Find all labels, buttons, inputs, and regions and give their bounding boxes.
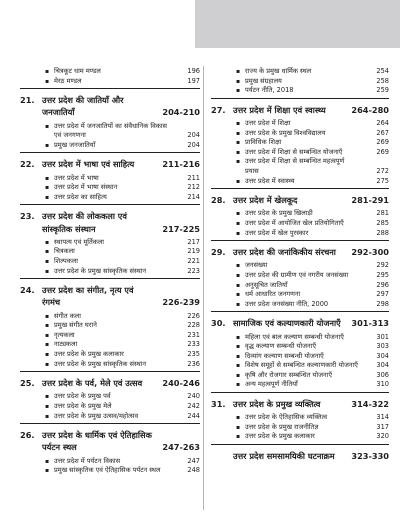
entry-title: उत्तर प्रदेश के प्रमुख मेले	[54, 401, 112, 410]
bullet-icon: ▪	[236, 262, 241, 270]
toc-entry[interactable]	[211, 371, 389, 381]
entry-title: उत्तर प्रदेश में शिक्षा	[245, 118, 291, 127]
entry-title: नाट्यकला	[54, 340, 78, 349]
chapter-number: 27.	[211, 104, 226, 115]
bullet-icon: ▪	[236, 219, 241, 227]
bullet-icon: ▪	[45, 174, 50, 182]
bullet-icon: ▪	[45, 457, 50, 465]
entry-title: उत्तर प्रदेश के प्रमुख राजनीतिज्ञ	[245, 422, 319, 431]
chapter-title: उत्तर प्रदेश में खेलकूद	[233, 195, 298, 206]
entry-page-number: 214	[187, 192, 200, 201]
entry-page-number: 317	[376, 422, 389, 431]
toc-entry[interactable]	[20, 77, 200, 87]
entry-page-number: 275	[376, 176, 389, 185]
entry-title: प्रमुख संग्रहालय	[245, 76, 282, 85]
bullet-icon: ▪	[45, 412, 50, 420]
entry-title: उत्तर प्रदेश के प्रमुख सांस्कृतिक संस्थान	[54, 359, 147, 368]
bullet-icon: ▪	[236, 362, 241, 370]
entry-title: उत्तर प्रदेश के प्रमुख उत्सव/महोत्सव	[54, 411, 139, 420]
entry-page-number: 264	[376, 118, 389, 127]
entry-page-number: 204	[187, 140, 200, 149]
entry-page-number: 236	[187, 359, 200, 368]
chapter-number: 29.	[211, 247, 226, 258]
entry-page-number: 297	[376, 290, 389, 299]
bullet-icon: ▪	[45, 257, 50, 265]
bullet-icon: ▪	[45, 393, 50, 401]
bullet-icon: ▪	[45, 193, 50, 201]
toc-chapter[interactable]	[211, 392, 389, 413]
entry-title: उत्तर प्रदेश के प्रमुख कलाकार	[54, 349, 124, 358]
entry-title: उत्तर प्रदेश में स्वास्थ्य	[245, 176, 295, 185]
bullet-icon: ▪	[236, 414, 241, 422]
bullet-icon: ▪	[236, 210, 241, 218]
chapter-number: 26.	[20, 430, 35, 441]
toc-chapter[interactable]	[211, 311, 389, 332]
toc-entry[interactable]	[211, 229, 389, 239]
toc-entry[interactable]	[211, 77, 389, 87]
toc-entry[interactable]	[20, 312, 200, 322]
bullet-icon: ▪	[45, 77, 50, 85]
entry-title: पर्यटन नीति, 2018	[245, 86, 294, 95]
toc-chapter[interactable]	[20, 152, 200, 173]
toc-entry[interactable]	[20, 67, 200, 77]
entry-title: उत्तर प्रदेश में जनजातियों का संवैधानिक विकास एवं जनगणना	[54, 121, 167, 140]
entry-title: नृत्यकला	[54, 330, 75, 339]
bullet-icon: ▪	[45, 322, 50, 330]
entry-title: वृद्ध कल्याण सम्बन्धी योजनाएँ	[245, 342, 316, 351]
entry-title: प्रमुख जनजातियाँ	[54, 140, 96, 149]
entry-title: शिल्पकला	[54, 256, 79, 265]
toc-entry[interactable]	[20, 267, 200, 277]
entry-page-number: 259	[376, 86, 389, 95]
chapter-page-range: 301-313	[351, 318, 389, 329]
entry-page-number: 281	[376, 209, 389, 218]
bullet-icon: ▪	[45, 341, 50, 349]
bullet-icon: ▪	[236, 381, 241, 389]
bullet-icon: ▪	[45, 267, 50, 275]
toc-entry[interactable]	[211, 177, 389, 187]
chapter-page-range: 292-300	[351, 247, 389, 258]
entry-title: उत्तर प्रदेश का साहित्य	[54, 192, 107, 201]
bullet-icon: ▪	[236, 433, 241, 441]
bullet-icon: ▪	[236, 87, 241, 95]
bullet-icon: ▪	[236, 119, 241, 127]
toc-entry[interactable]	[211, 342, 389, 352]
entry-title: महिला एवं बाल कल्याण सम्बन्धी योजनाएँ	[245, 332, 344, 341]
bullet-icon: ▪	[236, 343, 241, 351]
toc-entry[interactable]	[20, 174, 200, 184]
bullet-icon: ▪	[45, 238, 50, 246]
bullet-icon: ▪	[236, 371, 241, 379]
entry-page-number: 258	[376, 76, 389, 85]
bullet-icon: ▪	[236, 271, 241, 279]
entry-title: स्थापत्य एवं मूर्तिकला	[54, 237, 104, 246]
chapter-page-range: 314-322	[351, 399, 389, 410]
entry-title: अन्य महत्वपूर्ण नीतियाँ	[245, 380, 298, 389]
column-divider	[203, 66, 204, 510]
toc-chapter[interactable]	[20, 88, 200, 121]
chapter-title: उत्तर प्रदेश के प्रमुख व्यक्तित्व	[233, 399, 321, 410]
entry-title: जनसंख्या	[245, 261, 268, 270]
toc-chapter[interactable]	[20, 423, 200, 456]
entry-page-number: 235	[187, 349, 200, 358]
entry-page-number: 292	[376, 261, 389, 270]
entry-page-number: 226	[187, 311, 200, 320]
entry-title: उत्तर प्रदेश के प्रमुख खिलाड़ी	[245, 209, 313, 218]
entry-page-number: 269	[376, 138, 389, 147]
entry-page-number: 248	[187, 466, 200, 475]
toc-entry[interactable]	[211, 138, 389, 148]
chapter-title: उत्तर प्रदेश के धार्मिक एवं ऐतिहासिक पर्यटन स्थल	[42, 430, 152, 453]
bullet-icon: ▪	[45, 248, 50, 256]
entry-title: उत्तर प्रदेश में पर्यटन विकास	[54, 456, 121, 465]
entry-page-number: 304	[376, 361, 389, 370]
entry-title: उत्तर प्रदेश के प्रमुख सांस्कृतिक संस्थान	[54, 266, 147, 275]
toc-entry[interactable]	[20, 457, 200, 467]
toc-entry[interactable]	[211, 423, 389, 433]
chapter-title: उत्तर प्रदेश का संगीत, नृत्य एवं रंगमंच	[42, 285, 134, 308]
entry-title: चित्रकूट धाम मण्डल	[54, 67, 101, 75]
chapter-title: सामाजिक एवं कल्याणकारी योजनाएँ	[233, 318, 341, 329]
toc-entry[interactable]	[211, 352, 389, 362]
chapter-page-range: 204-210	[162, 107, 200, 118]
entry-page-number: 196	[187, 67, 200, 75]
toc-chapter[interactable]	[20, 371, 200, 392]
bullet-icon: ▪	[236, 158, 241, 166]
chapter-number: 31.	[211, 399, 226, 410]
entry-page-number: 240	[187, 392, 200, 401]
entry-title: उत्तर प्रदेश के प्रमुख पर्व	[54, 392, 111, 401]
bullet-icon: ▪	[236, 177, 241, 185]
toc-chapter[interactable]	[20, 204, 200, 237]
toc-entry[interactable]	[211, 281, 389, 291]
header-tab	[195, 0, 400, 48]
entry-page-number: 211	[187, 173, 200, 182]
top-bar	[0, 0, 400, 50]
toc-right-column	[211, 67, 389, 465]
toc-entry[interactable]	[20, 466, 200, 476]
entry-page-number: 301	[376, 332, 389, 341]
entry-page-number: 219	[187, 247, 200, 256]
bullet-icon: ▪	[236, 77, 241, 85]
entry-title: उत्तर प्रदेश में शिक्षा से सम्बन्धित योजनाएँ	[245, 147, 343, 156]
entry-title: उत्तर प्रदेश में भाषा संस्थान	[54, 183, 118, 192]
bullet-icon: ▪	[236, 129, 241, 137]
toc-entry[interactable]	[20, 340, 200, 350]
toc-entry[interactable]	[20, 350, 200, 360]
entry-title: कृषि और रोजगार सम्बन्धित योजनाएँ	[245, 370, 332, 379]
entry-page-number: 288	[376, 228, 389, 237]
bullet-icon: ▪	[45, 122, 50, 130]
bullet-icon: ▪	[45, 360, 50, 368]
entry-page-number: 231	[187, 330, 200, 339]
entry-page-number: 242	[187, 401, 200, 410]
toc-entry[interactable]	[211, 300, 389, 310]
toc-entry[interactable]	[211, 219, 389, 229]
toc-entry[interactable]	[20, 247, 200, 257]
entry-page-number: 285	[376, 218, 389, 227]
chapter-title: उत्तर प्रदेश की जातियाँ और जनजातियाँ	[42, 95, 124, 118]
bullet-icon: ▪	[45, 331, 50, 339]
entry-title: दिव्यांग कल्याण सम्बन्धी योजनाएँ	[245, 351, 324, 360]
entry-title: प्रमुख संगीत घराने	[54, 321, 97, 330]
chapter-number: 28.	[211, 195, 226, 206]
toc-entry[interactable]	[211, 157, 389, 176]
bullet-icon: ▪	[236, 281, 241, 289]
toc-chapter[interactable]	[211, 444, 389, 465]
toc-entry[interactable]	[211, 333, 389, 343]
entry-title: प्राविधिक शिक्षा	[245, 138, 282, 147]
toc-entry[interactable]	[20, 321, 200, 331]
entry-page-number: 314	[376, 413, 389, 422]
chapter-number: 25.	[20, 378, 35, 389]
toc-left-column	[20, 67, 200, 476]
entry-page-number: 298	[376, 299, 389, 308]
toc-entry[interactable]	[20, 392, 200, 402]
chapter-title: उत्तर प्रदेश की जनांकिकीय संरचना	[233, 247, 336, 258]
entry-title: राज्य के प्रमुख धार्मिक स्थल	[245, 67, 312, 75]
bullet-icon: ▪	[236, 229, 241, 237]
toc-entry[interactable]	[211, 67, 389, 77]
toc-entry[interactable]	[211, 432, 389, 442]
entry-page-number: 296	[376, 280, 389, 289]
toc-entry[interactable]	[20, 360, 200, 370]
entry-title: उत्तर प्रदेश में भाषा	[54, 173, 99, 182]
toc-entry[interactable]	[211, 361, 389, 371]
entry-page-number: 304	[376, 351, 389, 360]
toc-entry[interactable]	[211, 209, 389, 219]
entry-title: उत्तर प्रदेश के प्रमुख विश्वविद्यालय	[245, 128, 326, 137]
toc-entry[interactable]	[20, 331, 200, 341]
toc-entry[interactable]	[20, 193, 200, 203]
chapter-page-range: 247-263	[162, 442, 200, 453]
entry-page-number: 295	[376, 270, 389, 279]
toc-chapter[interactable]	[211, 240, 389, 261]
entry-page-number: 320	[376, 432, 389, 441]
toc-entry[interactable]	[20, 183, 200, 193]
chapter-title: उत्तर प्रदेश के पर्व, मेले एवं उत्सव	[42, 378, 143, 389]
toc-chapter[interactable]	[20, 278, 200, 311]
chapter-number: 21.	[20, 95, 35, 106]
chapter-page-range: 217-225	[162, 223, 200, 234]
entry-title: उत्तर प्रदेश में शिक्षा से सम्बन्धित महत्वपूर्ण प्रयास	[245, 157, 345, 175]
bullet-icon: ▪	[236, 139, 241, 147]
toc-entry[interactable]	[211, 290, 389, 300]
chapter-number: 24.	[20, 285, 35, 296]
toc-entry[interactable]	[211, 119, 389, 129]
bullet-icon: ▪	[236, 300, 241, 308]
bullet-icon: ▪	[45, 184, 50, 192]
chapter-title: उत्तर प्रदेश की लोककला एवं सांस्कृतिक संस्थान	[42, 211, 127, 234]
chapter-number: 22.	[20, 159, 35, 170]
entry-page-number: 244	[187, 411, 200, 420]
entry-title: अनुसूचित जातियाँ	[245, 280, 288, 289]
toc-entry[interactable]	[20, 257, 200, 267]
toc-chapter[interactable]	[211, 98, 389, 119]
toc-entry[interactable]	[20, 402, 200, 412]
toc-entry[interactable]	[211, 86, 389, 96]
entry-title: उत्तर प्रदेश के प्रमुख कलाकार	[245, 432, 315, 441]
entry-title: उत्तर प्रदेश में आयोजित खेल प्रतियोगिताएँ	[245, 218, 344, 227]
toc-entry[interactable]	[20, 122, 200, 141]
toc-entry[interactable]	[20, 141, 200, 151]
chapter-number: 23.	[20, 211, 35, 222]
entry-page-number: 197	[187, 76, 200, 85]
entry-title: प्रमुख सांस्कृतिक एवं ऐतिहासिक पर्यटन स्थल	[54, 466, 161, 475]
bullet-icon: ▪	[236, 68, 241, 75]
chapter-page-range: 240-246	[162, 378, 200, 389]
entry-page-number: 272	[376, 166, 389, 175]
toc-entry[interactable]	[211, 261, 389, 271]
chapter-page-range: 323-330	[351, 451, 389, 462]
bullet-icon: ▪	[236, 291, 241, 299]
chapter-page-range: 211-216	[162, 159, 200, 170]
bullet-icon: ▪	[45, 402, 50, 410]
entry-page-number: 310	[376, 380, 389, 389]
entry-page-number: 221	[187, 256, 200, 265]
toc-chapter[interactable]	[211, 188, 389, 209]
bullet-icon: ▪	[45, 350, 50, 358]
entry-title: चित्रकला	[54, 247, 75, 256]
entry-title: उत्तर प्रदेश की ग्रामीण एवं नगरीय जनसंख्या	[245, 270, 349, 279]
entry-page-number: 269	[376, 147, 389, 156]
toc-entry[interactable]	[211, 271, 389, 281]
bullet-icon: ▪	[236, 333, 241, 341]
toc-entry[interactable]	[20, 412, 200, 422]
chapter-page-range: 281-291	[351, 195, 389, 206]
toc-entry[interactable]	[211, 148, 389, 158]
toc-entry[interactable]	[211, 129, 389, 139]
entry-title: मेरठ मण्डल	[54, 76, 82, 85]
entry-page-number: 223	[187, 266, 200, 275]
chapter-number: 30.	[211, 318, 226, 329]
entry-page-number: 247	[187, 456, 200, 465]
bullet-icon: ▪	[45, 68, 50, 75]
bullet-icon: ▪	[236, 148, 241, 156]
bullet-icon: ▪	[45, 467, 50, 475]
entry-title: धर्म आधारित जनगणना	[245, 290, 301, 299]
entry-page-number: 306	[376, 370, 389, 379]
entry-title: संगीत कला	[54, 311, 81, 320]
entry-page-number: 267	[376, 128, 389, 137]
toc-entry[interactable]	[211, 380, 389, 390]
entry-page-number: 204	[187, 131, 200, 140]
entry-page-number: 228	[187, 321, 200, 330]
bullet-icon: ▪	[45, 312, 50, 320]
chapter-page-range: 226-239	[162, 297, 200, 308]
toc-entry[interactable]	[211, 413, 389, 423]
chapter-title: उत्तर प्रदेश समसामयिकी घटनाक्रम	[233, 451, 335, 462]
bullet-icon: ▪	[236, 423, 241, 431]
entry-page-number: 217	[187, 237, 200, 246]
entry-title: उत्तर प्रदेश जनसंख्या नीति, 2000	[245, 299, 329, 308]
entry-page-number: 233	[187, 340, 200, 349]
chapter-title: उत्तर प्रदेश में भाषा एवं साहित्य	[42, 159, 135, 170]
entry-page-number: 212	[187, 183, 200, 192]
entry-page-number: 303	[376, 342, 389, 351]
toc-entry[interactable]	[20, 238, 200, 248]
entry-title: उत्तर प्रदेश में खेल पुरस्कार	[245, 228, 309, 237]
entry-title: उत्तर प्रदेश के ऐतिहासिक व्यक्तित्व	[245, 413, 328, 422]
chapter-title: उत्तर प्रदेश में शिक्षा एवं स्वास्थ्य	[233, 104, 326, 115]
bullet-icon: ▪	[236, 352, 241, 360]
bullet-icon: ▪	[45, 141, 50, 149]
entry-page-number: 254	[376, 67, 389, 75]
chapter-page-range: 264-280	[351, 104, 389, 115]
entry-title: विशेष समूहों से सम्बन्धित कल्याणकारी योजनाएँ	[245, 361, 358, 370]
